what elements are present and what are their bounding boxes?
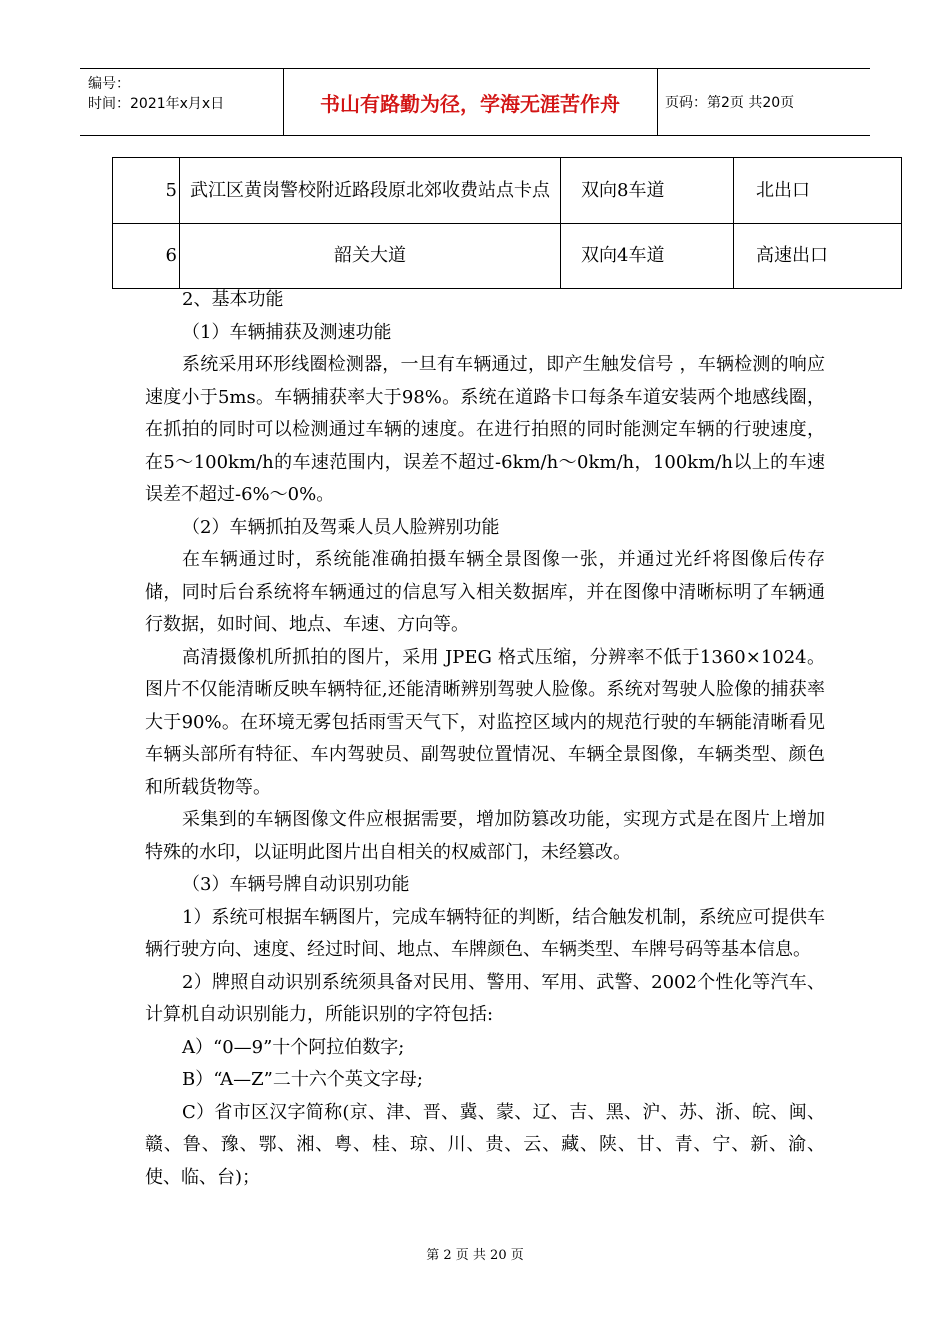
row-lanes: 双向4车道 bbox=[561, 224, 734, 289]
checkpoint-table bbox=[112, 157, 902, 289]
row-direction: 北出口 bbox=[734, 158, 902, 224]
page-header bbox=[80, 68, 870, 136]
row-location: 韶关大道 bbox=[180, 224, 561, 289]
list-item: B）“A—Z”二十六个英文字母; bbox=[182, 1069, 423, 1090]
subsection-heading: （2）车辆抓拍及驾乘人员人脸辨别功能 bbox=[182, 516, 500, 538]
paragraph: 2）牌照自动识别系统须具备对民用、警用、军用、武警、2002个性化等汽车、计算机自动识别能力，所能识别的字符包括: bbox=[145, 971, 825, 1025]
page-indicator: 页码：第2页 共20页 bbox=[665, 95, 795, 111]
document-date: 时间：2021年x月x日 bbox=[88, 96, 225, 112]
header-motto: 书山有路勤为径，学海无涯苦作舟 bbox=[320, 91, 620, 116]
paragraph: 系统采用环形线圈检测器，一旦有车辆通过，即产生触发信号 ，车辆检测的响应速度小于5ms。车辆捕获率大于98%。系统在道路卡口每条车道安装两个地感线圈，在抓拍的同时可以检测通过车辆的速度。在进行拍照的同时能测定车辆的行驶速度，在5～100km/h的车速范围内，误差不超过-6km/h～0km/h，100km/h以上的车速误差不超过-6%～0%。 bbox=[145, 354, 825, 505]
subsection-heading: （1）车辆捕获及测速功能 bbox=[182, 321, 392, 343]
paragraph: 高清摄像机所抓拍的图片，采用 JPEG 格式压缩，分辨率不低于1360×1024。图片不仅能清晰反映车辆特征,还能清晰辨别驾驶人脸像。系统对驾驶人脸像的捕获率大于90%。在环境无雾包括雨雪天气下，对监控区域内的规范行驶的车辆能清晰看见车辆头部所有特征、车内驾驶员、副驾驶位置情况、车辆全景图像，车辆类型、颜色和所载货物等。 bbox=[145, 646, 825, 798]
section-heading: 2、基本功能 bbox=[182, 289, 284, 310]
subsection-heading: （3）车辆号牌自动识别功能 bbox=[182, 874, 410, 895]
document-number-label: 编号： bbox=[88, 76, 130, 92]
paragraph: 1）系统可根据车辆图片，完成车辆特征的判断，结合触发机制，系统应可提供车辆行驶方向、速度、经过时间、地点、车牌颜色、车辆类型、车牌号码等基本信息。 bbox=[145, 906, 825, 960]
header-divider bbox=[657, 68, 658, 136]
row-number: 5 bbox=[113, 158, 180, 224]
page-footer: 第 2 页 共 20 页 bbox=[426, 1248, 524, 1263]
table-row bbox=[113, 158, 902, 224]
table-row bbox=[113, 224, 902, 289]
header-meta bbox=[88, 74, 224, 114]
row-lanes: 双向8车道 bbox=[561, 158, 734, 224]
row-location: 武江区黄岗警校附近路段原北郊收费站点卡点 bbox=[180, 158, 561, 224]
row-number: 6 bbox=[113, 224, 180, 289]
document-body bbox=[145, 284, 825, 1194]
list-item: C）省市区汉字简称(京、津、晋、冀、蒙、辽、吉、黑、沪、苏、浙、皖、闽、赣、鲁、豫、鄂、湘、粤、桂、琼、川、贵、云、藏、陕、甘、青、宁、新、渝、使、临、台)； bbox=[145, 1101, 825, 1188]
row-direction: 高速出口 bbox=[734, 224, 902, 289]
paragraph: 在车辆通过时，系统能准确拍摄车辆全景图像一张，并通过光纤将图像后传存储，同时后台系统将车辆通过的信息写入相关数据库，并在图像中清晰标明了车辆通行数据，如时间、地点、车速、方向等。 bbox=[145, 549, 825, 635]
list-item: A）“0—9”十个阿拉伯数字; bbox=[182, 1036, 405, 1058]
paragraph: 采集到的车辆图像文件应根据需要，增加防篡改功能，实现方式是在图片上增加特殊的水印，以证明此图片出自相关的权威部门，未经篡改。 bbox=[145, 809, 825, 863]
